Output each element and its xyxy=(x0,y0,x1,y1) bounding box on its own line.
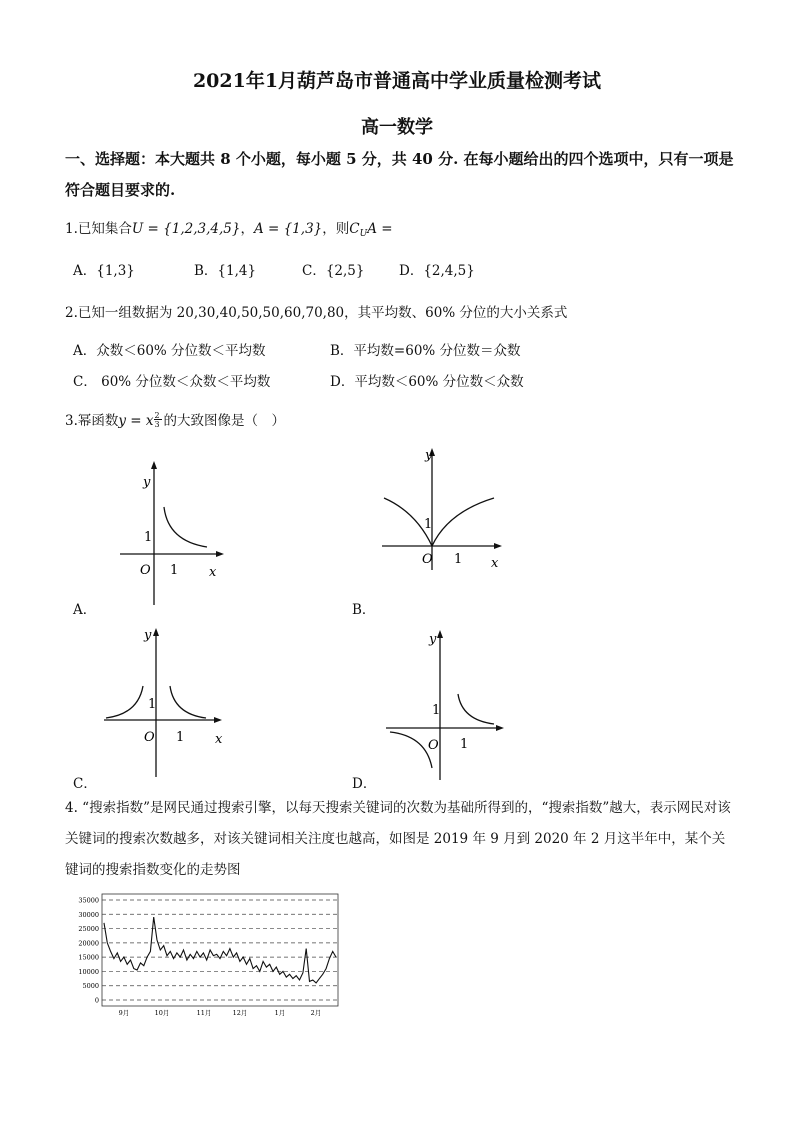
q3-exp-num: 2 xyxy=(154,411,160,420)
chart-x-tick-label: 1月 xyxy=(274,1009,286,1017)
chart-x-tick-label: 10月 xyxy=(154,1009,170,1017)
chart-frame xyxy=(102,894,338,1006)
q1-prefix: 1.已知集合 xyxy=(65,221,132,237)
q1-option-a[interactable]: A．{1,3} xyxy=(73,263,135,279)
chart-y-tick-label: 10000 xyxy=(78,967,99,976)
graph-c xyxy=(98,622,230,780)
graph-c-x-arrow xyxy=(214,717,222,723)
search-index-chart xyxy=(66,888,346,1020)
graph-d-curve-right xyxy=(458,694,494,724)
chart-x-tick-label: 9月 xyxy=(118,1009,130,1017)
chart-y-tick-label: 0 xyxy=(94,996,99,1005)
graph-a-x-label: x xyxy=(209,565,217,580)
graph-c-tick-y: 1 xyxy=(148,697,157,712)
graph-c-y-arrow xyxy=(153,628,159,636)
chart-y-tick-label: 5000 xyxy=(82,982,99,991)
chart-y-tick-label: 25000 xyxy=(78,925,99,934)
graph-a-curve xyxy=(164,507,207,547)
q3-option-c[interactable]: C． xyxy=(73,776,97,792)
graph-a xyxy=(110,455,230,613)
graph-c-curve-right xyxy=(170,686,206,718)
chart-x-tick-label: 11月 xyxy=(196,1009,212,1017)
graph-b-tick-x: 1 xyxy=(454,552,463,567)
graph-d xyxy=(380,622,512,782)
chart-series-line xyxy=(104,917,336,983)
graph-d-tick-y: 1 xyxy=(432,703,441,718)
q1-option-c[interactable]: C．{2,5} xyxy=(302,263,365,279)
graph-a-x-arrow xyxy=(216,551,224,557)
graph-b-y-label: y xyxy=(425,448,433,463)
graph-b-tick-y: 1 xyxy=(424,517,433,532)
graph-d-tick-x: 1 xyxy=(460,737,469,752)
q3-suffix: 的大致图像是（ ） xyxy=(163,413,286,429)
chart-grid xyxy=(102,894,338,1006)
chart-y-tick-label: 20000 xyxy=(78,939,99,948)
question-3-stem xyxy=(65,409,285,429)
graph-d-x-arrow xyxy=(496,725,504,731)
graph-b-x-arrow xyxy=(494,543,502,549)
q2-option-b[interactable]: B．平均数=60% 分位数＝众数 xyxy=(330,343,521,359)
chart-y-tick-label: 30000 xyxy=(78,910,99,919)
graph-b-origin: O xyxy=(422,552,433,567)
q3-option-a[interactable]: A． xyxy=(73,602,97,618)
chart-x-tick-label: 2月 xyxy=(310,1009,322,1017)
q1-option-d[interactable]: D．{2,4,5} xyxy=(399,263,475,279)
section-1-heading: 一、选择题：本大题共 8 个小题，每小题 5 分，共 40 分. 在每小题给出的四个选项中，只有一项是符合题目要求的. xyxy=(65,150,734,199)
exam-subtitle: 高一数学 xyxy=(361,117,433,138)
graph-b xyxy=(376,440,506,575)
graph-c-tick-x: 1 xyxy=(176,730,185,745)
graph-c-y-label: y xyxy=(144,628,152,643)
q1-complement: C xyxy=(349,221,360,237)
graph-c-curve-left xyxy=(106,686,143,718)
graph-a-tick-x: 1 xyxy=(170,563,179,578)
graph-d-y-arrow xyxy=(437,630,443,638)
q2-option-d[interactable]: D．平均数＜60% 分位数＜众数 xyxy=(330,374,524,390)
graph-a-y-arrow xyxy=(151,461,157,469)
graph-a-origin: O xyxy=(140,563,151,578)
q3-prefix: 3.幂函数 xyxy=(65,413,119,429)
exam-title: 2021年1月葫芦岛市普通高中学业质量检测考试 xyxy=(192,70,602,92)
graph-d-origin: O xyxy=(428,738,439,753)
q3-option-d[interactable]: D． xyxy=(352,776,377,792)
q2-option-a[interactable]: A．众数＜60% 分位数＜平均数 xyxy=(73,343,266,359)
q1-complement-tail: A = xyxy=(367,221,393,237)
q1-sep: ， xyxy=(240,221,254,237)
q3-option-b[interactable]: B． xyxy=(352,602,376,618)
q1-complement-sub: U xyxy=(359,229,368,239)
question-2-stem: 2.已知一组数据为 20,30,40,50,50,60,70,80，其平均数、60% 分位的大小关系式 xyxy=(65,305,568,321)
graph-b-x-label: x xyxy=(491,556,499,571)
graph-a-tick-y: 1 xyxy=(144,530,153,545)
question-4-text: 4. “搜索指数”是网民通过搜索引擎，以每天搜索关键词的次数为基础所得到的，“搜索指数”越大，表示网民对该关键词的搜索次数越多，对该关键词相关注度也越高，如图是 2019 年 9 月到 2020 年 2 月这半年中，某个关键词的搜索指数变化的走势图 xyxy=(65,800,731,878)
question-1-stem xyxy=(65,217,393,239)
graph-d-y-label: y xyxy=(429,632,437,647)
chart-x-tick-label: 12月 xyxy=(232,1009,248,1017)
q3-exp-den: 3 xyxy=(154,420,160,429)
q1-set-u: U = {1,2,3,4,5} xyxy=(131,221,241,237)
graph-c-x-label: x xyxy=(215,732,223,747)
q1-set-a: A = {1,3} xyxy=(253,221,323,237)
chart-x-tick-labels xyxy=(119,1009,322,1017)
graph-d-curve-left xyxy=(390,732,432,768)
graph-a-y-label: y xyxy=(143,475,151,490)
chart-y-tick-label: 15000 xyxy=(78,953,99,962)
graph-c-origin: O xyxy=(144,730,155,745)
graph-b-curve-right xyxy=(432,498,494,546)
chart-y-tick-labels xyxy=(78,897,99,1005)
chart-y-tick-label: 35000 xyxy=(78,896,99,905)
q3-function: y = x xyxy=(118,413,154,429)
q2-option-c[interactable]: C． 60% 分位数＜众数＜平均数 xyxy=(73,374,271,390)
q1-then: ，则 xyxy=(322,221,350,237)
q1-option-b[interactable]: B．{1,4} xyxy=(194,263,257,279)
